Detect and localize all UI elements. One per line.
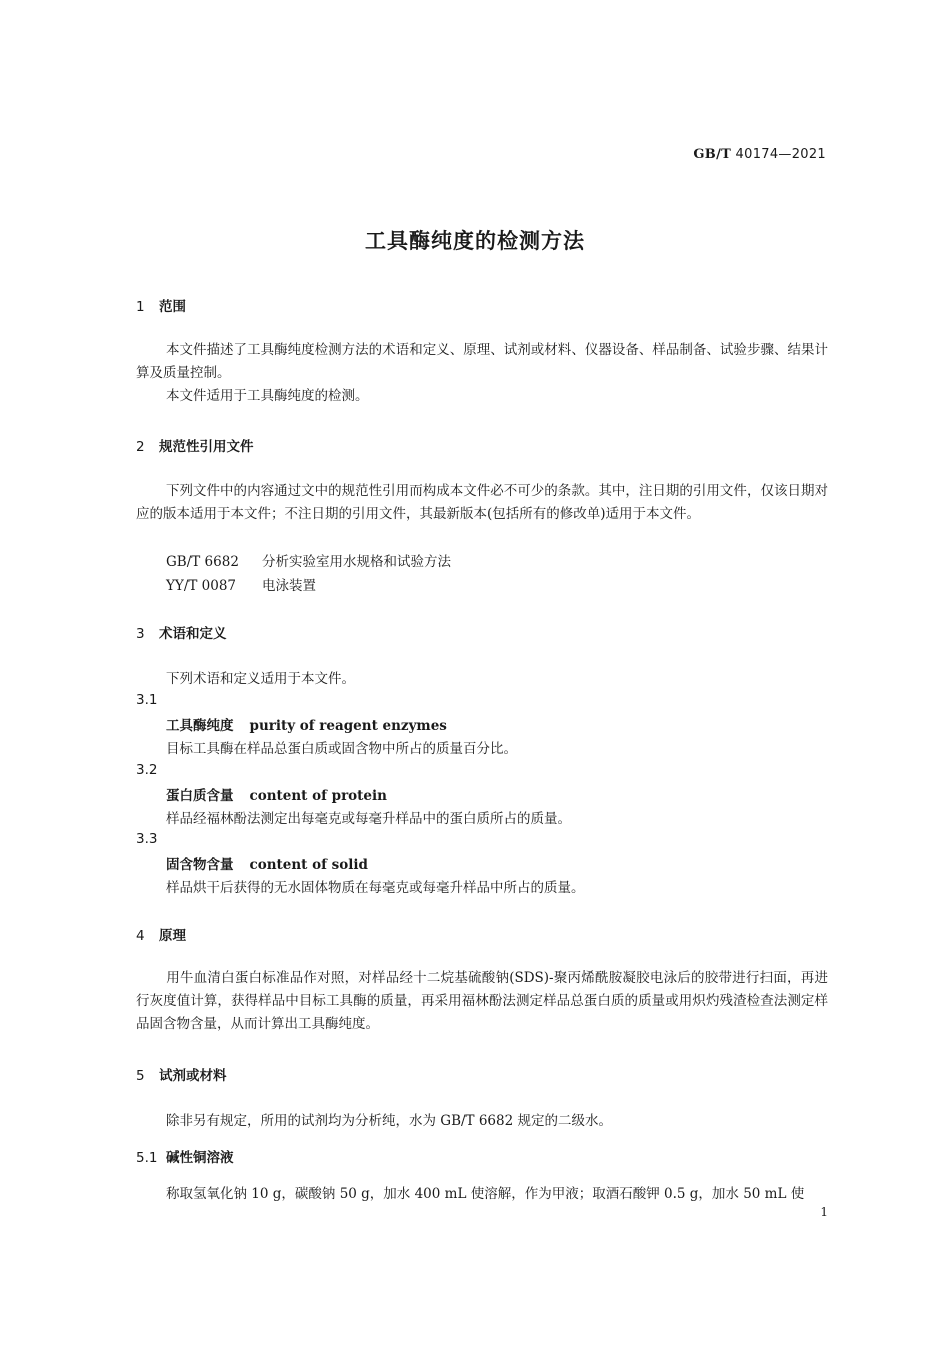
section-3-paragraph-1: 下列术语和定义适用于本文件。: [166, 671, 355, 687]
section-5-paragraph-1: 除非另有规定，所用的试剂均为分析纯，水为 GB/T 6682 规定的二级水。: [166, 1113, 612, 1129]
section-1-paragraph-1: 本文件描述了工具酶纯度检测方法的术语和定义、原理、试剂或材料、仪器设备、样品制备、试验步骤、结果计算及质量控制。: [136, 342, 828, 381]
term-definition: 样品烘干后获得的无水固体物质在每毫克或每毫升样品中所占的质量。: [166, 880, 585, 896]
document-code: GB/T 40174—2021: [693, 147, 826, 162]
subsection-5-1-paragraph: 称取氢氧化钠 10 g，碳酸钠 50 g，加水 400 mL 使溶解，作为甲液；取酒石酸钾 0.5 g，加水 50 mL 使: [166, 1186, 805, 1202]
section-2-paragraph-1: 下列文件中的内容通过文中的规范性引用而构成本文件必不可少的条款。其中，注日期的引用文件，仅该日期对应的版本适用于本文件；不注日期的引用文件，其最新版本(包括所有的修改单)适用于本文件。: [136, 483, 828, 522]
term-definition: 目标工具酶在样品总蛋白质或固含物中所占的质量百分比。: [166, 741, 517, 757]
section-3-heading: 3 术语和定义: [136, 626, 227, 642]
term-number: 3.1: [136, 692, 158, 708]
term-title: 蛋白质含量 content of protein: [166, 788, 387, 804]
normative-reference: YY/T 0087 电泳装置: [166, 578, 316, 594]
section-4-heading: 4 原理: [136, 928, 186, 944]
page-number: 1: [820, 1205, 828, 1219]
section-1-paragraph-2: 本文件适用于工具酶纯度的检测。: [166, 388, 369, 404]
section-5-heading: 5 试剂或材料: [136, 1068, 227, 1084]
term-definition: 样品经福林酚法测定出每毫克或每毫升样品中的蛋白质所占的质量。: [166, 811, 571, 827]
document-title: 工具酶纯度的检测方法: [365, 229, 585, 253]
section-2-heading: 2 规范性引用文件: [136, 439, 254, 455]
subsection-5-1-heading: 5.1 碱性铜溶液: [136, 1150, 234, 1166]
normative-reference: GB/T 6682 分析实验室用水规格和试验方法: [166, 554, 451, 570]
section-1-heading: 1 范围: [136, 299, 186, 315]
term-title: 工具酶纯度 purity of reagent enzymes: [166, 718, 447, 734]
term-title: 固含物含量 content of solid: [166, 857, 368, 873]
term-number: 3.3: [136, 831, 158, 847]
term-number: 3.2: [136, 762, 158, 778]
section-4-paragraph-1: 用牛血清白蛋白标准品作对照，对样品经十二烷基硫酸钠(SDS)-聚丙烯酰胺凝胶电泳后的胶带进行扫面，再进行灰度值计算，获得样品中目标工具酶的质量，再采用福林酚法测定样品总蛋白质的质量或用炽灼残渣检查法测定样品固含物含量，从而计算出工具酶纯度。: [136, 970, 828, 1032]
